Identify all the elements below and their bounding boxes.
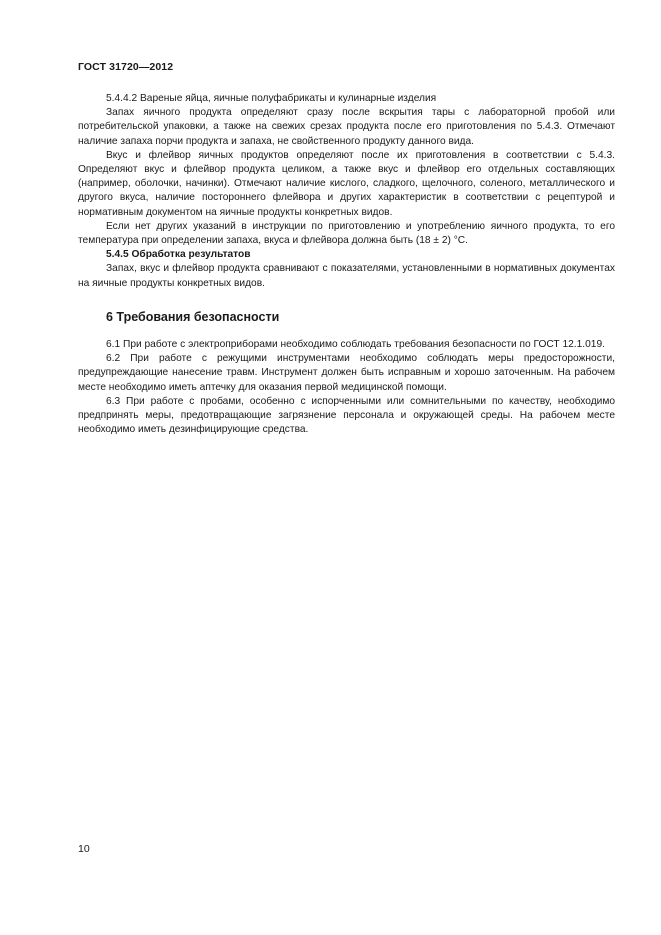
- paragraph-6-2: 6.2 При работе с режущими инструментами необходимо соблюдать меры предосторожности, предупреждающие нанесение травм. Инструмент должен быть исправным и хорошо заточенным. На рабочем месте необходимо иметь аптечку для оказания первой медицинской помощи.: [78, 353, 615, 393]
- paragraph-6-3: 6.3 При работе с пробами, особенно с испорченными или сомнительными по качеству, необходимо предпринять меры, предотвращающие загрязнение персонала и окружающей среды. На рабочем месте необходимо иметь дезинфицирующие средства.: [78, 395, 615, 436]
- paragraph-smell: Запах яичного продукта определяют сразу после вскрытия тары с лабораторной пробой или потребительской упаковки, а также на свежих срезах продукта после его приготовления по 5.4.3. Отмечают наличие запаха порчи продукта и запаха, не свойственного продукту данного вида.: [78, 107, 615, 147]
- document-header: ГОСТ 31720—2012: [78, 61, 174, 73]
- paragraph-6-1: 6.1 При работе с электроприборами необходимо соблюдать требования безопасности по ГОСТ 12.1.019.: [106, 339, 605, 351]
- paragraph-results: Запах, вкус и флейвор продукта сравнивают с показателями, установленными в нормативных документах на яичные продукты конкретных видов.: [78, 263, 615, 289]
- subsection-heading-5-4-5: 5.4.5 Обработка результатов: [106, 249, 251, 261]
- section-title-6: 6 Требования безопасности: [106, 309, 280, 324]
- page-content: [78, 92, 615, 437]
- paragraph-temperature: Если нет других указаний в инструкции по приготовлению и употреблению яичного продукта, то его температура при определении запаха, вкуса и флейвора должна быть (18 ± 2) °С.: [78, 220, 615, 247]
- subsection-heading-5-4-4-2: 5.4.4.2 Вареные яйца, яичные полуфабрикаты и кулинарные изделия: [106, 93, 437, 104]
- page-number: 10: [78, 843, 90, 855]
- paragraph-taste-flavor: Вкус и флейвор яичных продуктов определяют после их приготовления в соответствии с 5.4.3. Определяют вкус и флейвор продукта целиком, а также вкус и флейвор его отдельных составляющих (например, оболочки, начинки). Отмечают наличие кислого, сладкого, щелочного, соленого, металлического и другого вкуса, наличие постороннего флейвора и других характеристик в соответствии с рецептурой и нормативным документом на яичные продукты конкретных видов.: [78, 149, 615, 218]
